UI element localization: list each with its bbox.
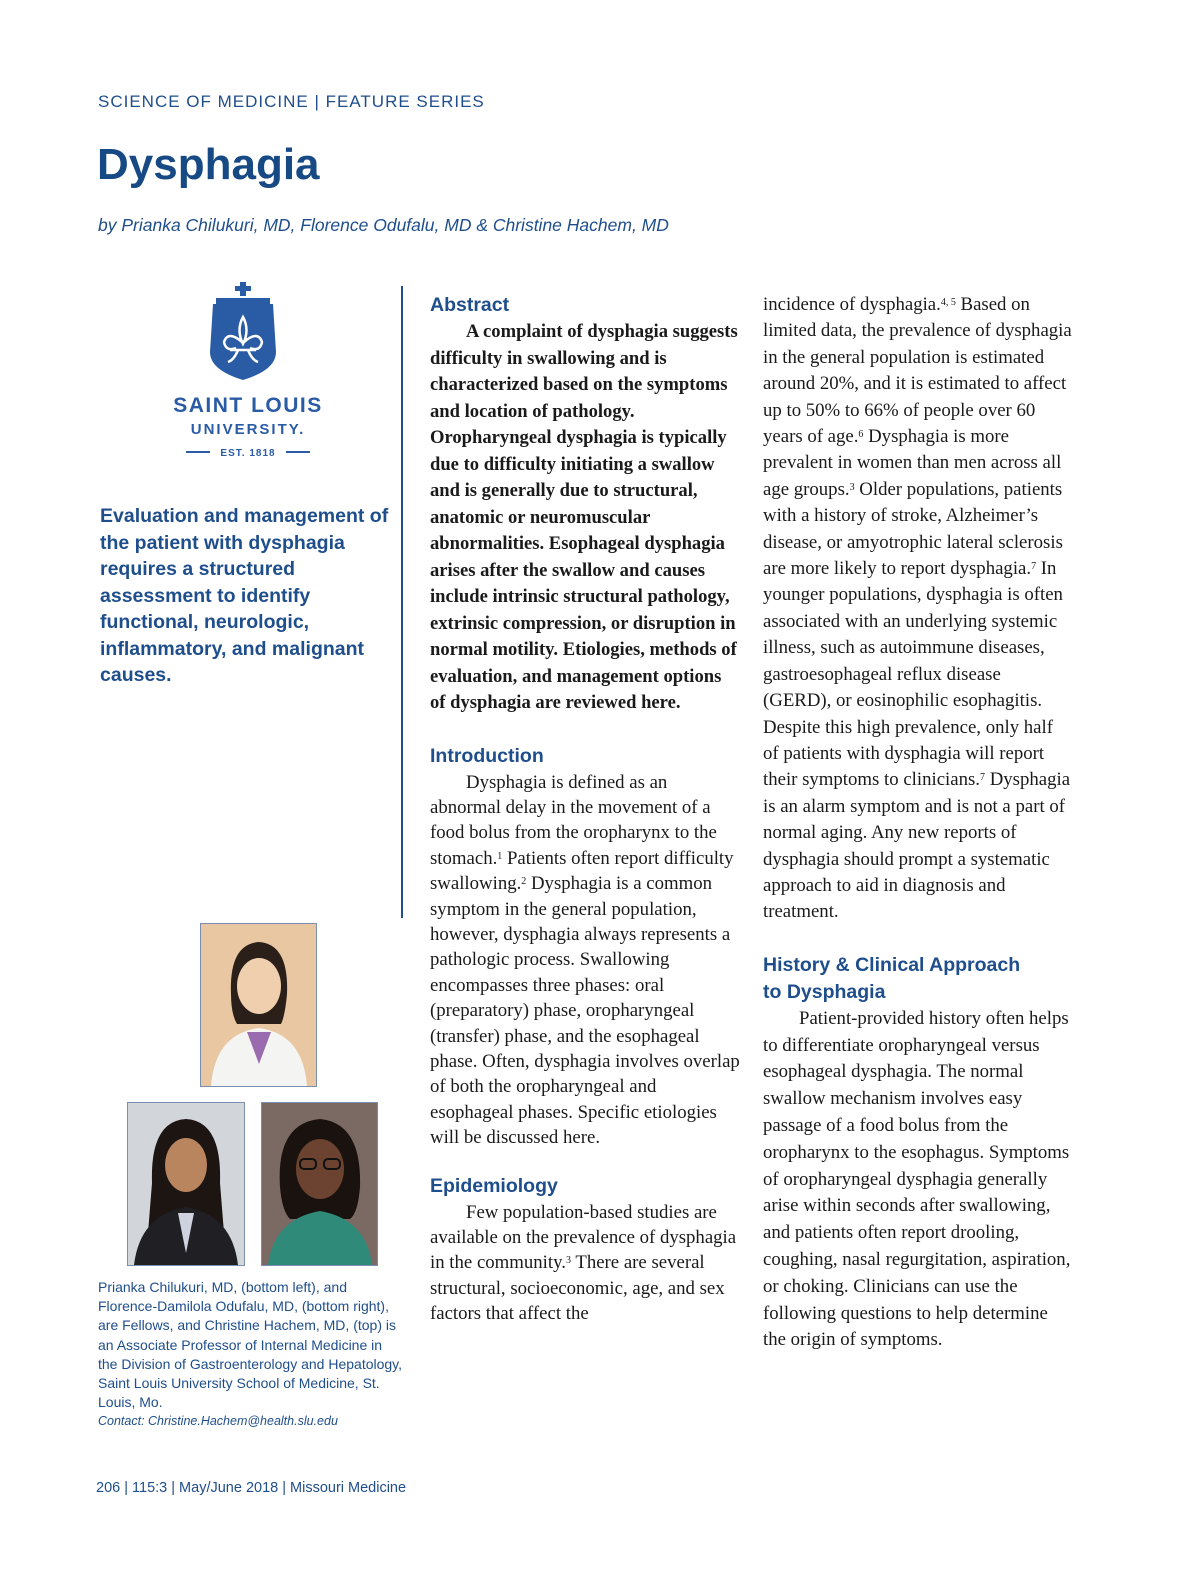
history-text: Patient-provided history often helps to differentiate oropharyngeal versus esophageal dysphagia. The normal swallow mechanism involves easy passage of a food bolus from the oropharynx to the esophagus. Symptoms of oropharyngeal dysphagia generally arise within seconds after swallowing, and patients often report drooling, coughing, nasal regurgitation, aspiration, or choking. Clinicians can use the following questions to help determine the origin of symptoms. — [763, 1007, 1071, 1351]
epidemiology-text-continued: incidence of dysphagia.$^{4, 5}$ Based on limited data, the prevalence of dysphagia in the general population is estimated around 20%, and it is estimated to affect up to 50% to 66% of people over 60 years of age.$^6$ Dysphagia is more prevalent in women than men across all age groups.$^3$ Older populations, patients with a history of stroke, Alzheimer’s disease, or amyotrophic lateral sclerosis are more likely to report dysphagia.$^7$ In younger populations, dysphagia is often associated with an underlying systemic illness, such as autoimmune diseases, gastroesophageal reflux disease (GERD), or eosinophilic esophagitis. Despite this high prevalence, only half of patients with dysphagia will report their symptoms to clinicians.$^7$ Dysphagia is an alarm symptom and is not a part of normal aging. Any new reports of dysphagia should prompt a systematic approach to aid in diagnosis and treatment. — [763, 294, 1072, 923]
svg-text:UNIVERSITY.: UNIVERSITY. — [190, 421, 306, 438]
svg-text:EST. 1818: EST. 1818 — [220, 448, 276, 459]
series-label: SCIENCE OF MEDICINE | FEATURE SERIES — [98, 92, 485, 111]
history-heading: History & Clinical Approach to Dysphagia — [763, 953, 1021, 1003]
citation-ref: 7 — [980, 772, 986, 784]
epidemiology-text: Few population-based studies are available on the prevalence of dysphagia in the community.$^3$ There are several structural, socioeconomic, age, and sex factors that affect the — [430, 1201, 737, 1325]
author-caption — [98, 1278, 403, 1432]
column-divider — [401, 286, 403, 918]
byline: by Prianka Chilukuri, MD, Florence Odufalu, MD & Christine Hachem, MD — [98, 215, 669, 235]
citation-ref: 4, 5 — [940, 297, 956, 308]
author-photo-hachem — [200, 923, 317, 1087]
abstract-heading: Abstract — [430, 294, 510, 316]
slu-shield-icon — [168, 282, 328, 462]
citation-ref: 2 — [521, 876, 527, 888]
citation-ref: 3 — [849, 481, 855, 493]
column-middle — [430, 292, 740, 1327]
citation-ref: 1 — [497, 850, 503, 862]
slu-logo — [168, 282, 328, 462]
citation-ref: 3 — [565, 1255, 571, 1267]
abstract-text: A complaint of dysphagia suggests difficulty in swallowing and is characterized based on the symptoms and location of pathology. Oropharyngeal dysphagia is typically due to difficulty initiating a swallow and is generally due to structural, anatomic or neuromuscular abnormalities. Esophageal dysphagia arises after the swallow and causes include intrinsic structural pathology, extrinsic compression, or disruption in normal motility. Etiologies, methods of evaluation, and management options of dysphagia are reviewed here. — [430, 321, 738, 713]
author-caption-text: Prianka Chilukuri, MD, (bottom left), and Florence-Damilola Odufalu, MD, (bottom right), are Fellows, and Christine Hachem, MD, (top) is an Associate Professor of Internal Medicine in the Division of Gastroenterology and Hepatology, Saint Louis University School of Medicine, St. Louis, Mo. — [98, 1279, 403, 1411]
column-right — [763, 292, 1073, 1354]
page-footer: 206 | 115:3 | May/June 2018 | Missouri Medicine — [96, 1480, 407, 1496]
citation-ref: 7 — [1031, 561, 1037, 573]
pull-quote: Evaluation and management of the patient with dysphagia requires a structured assessment to identify functional, neurologic, inflammatory, and malignant causes. — [100, 505, 389, 686]
citation-ref: 6 — [858, 429, 864, 441]
article-title: Dysphagia — [97, 140, 320, 189]
author-photo-chilukuri — [127, 1102, 245, 1266]
introduction-heading: Introduction — [430, 744, 544, 767]
introduction-text: Dysphagia is defined as an abnormal delay in the movement of a food bolus from the oropharynx to the stomach.$^1$ Patients often report difficulty swallowing.$^2$ Dysphagia is a common symptom in the general population, however, dysphagia always represents a pathologic process. Swallowing encompasses three phases: oral (preparatory) phase, oropharyngeal (transfer) phase, and the esophageal phase. Often, dysphagia involves overlap of both the oropharyngeal and esophageal phases. Specific etiologies will be discussed here. — [430, 771, 740, 1149]
author-contact: Contact: Christine.Hachem@health.slu.edu — [98, 1414, 338, 1429]
epidemiology-heading: Epidemiology — [430, 1174, 558, 1197]
svg-text:SAINT LOUIS: SAINT LOUIS — [173, 394, 323, 417]
author-photo-odufalu — [261, 1102, 378, 1266]
